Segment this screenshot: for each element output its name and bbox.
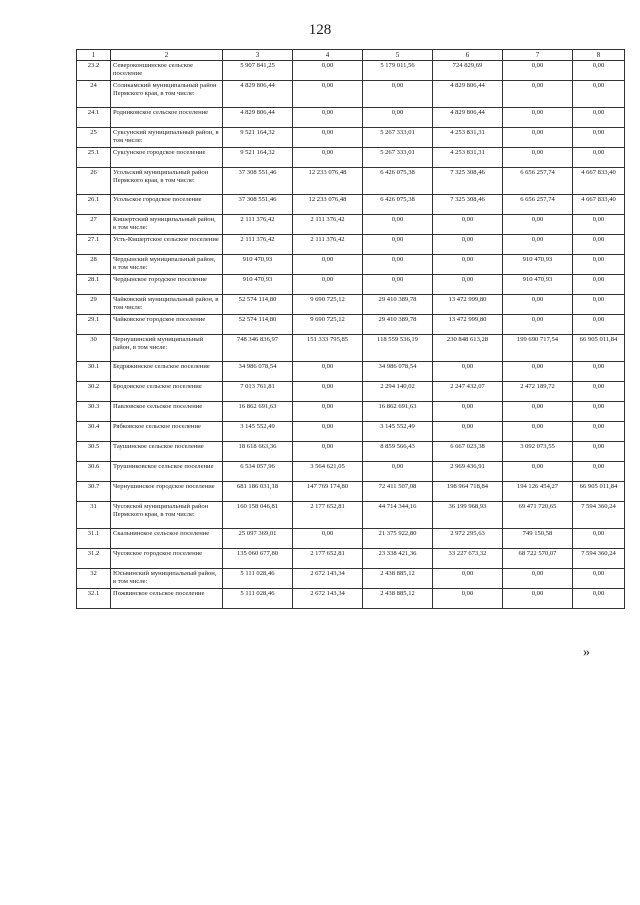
amount-cell: 12 233 076,48 <box>293 168 363 195</box>
amount-cell: 4 829 806,44 <box>433 81 503 108</box>
amount-cell: 0,00 <box>503 81 573 108</box>
amount-cell: 7 325 308,46 <box>433 168 503 195</box>
amount-cell: 5 267 333,01 <box>363 148 433 168</box>
amount-cell: 0,00 <box>503 315 573 335</box>
territory-name-cell: Североконшинское сельское поселение <box>111 61 223 81</box>
column-header: 2 <box>111 50 223 61</box>
table-row <box>77 549 625 569</box>
table-row <box>77 382 625 402</box>
amount-cell: 3 145 552,49 <box>363 422 433 442</box>
row-number-cell: 23.2 <box>77 61 111 81</box>
amount-cell: 12 233 076,48 <box>293 195 363 215</box>
amount-cell: 0,00 <box>293 61 363 81</box>
amount-cell: 0,00 <box>573 422 625 442</box>
table-row <box>77 255 625 275</box>
row-number-cell: 28 <box>77 255 111 275</box>
table-row <box>77 589 625 609</box>
amount-cell: 0,00 <box>363 81 433 108</box>
table-row <box>77 315 625 335</box>
table-row <box>77 235 625 255</box>
amount-cell: 0,00 <box>503 128 573 148</box>
amount-cell: 0,00 <box>573 569 625 589</box>
amount-cell: 0,00 <box>503 215 573 235</box>
row-number-cell: 30.1 <box>77 362 111 382</box>
amount-cell: 0,00 <box>573 275 625 295</box>
amount-cell: 910 470,93 <box>503 255 573 275</box>
row-number-cell: 25.1 <box>77 148 111 168</box>
row-number-cell: 30.6 <box>77 462 111 482</box>
amount-cell: 6 656 257,74 <box>503 168 573 195</box>
row-number-cell: 30.4 <box>77 422 111 442</box>
amount-cell: 16 862 691,63 <box>363 402 433 422</box>
row-number-cell: 26 <box>77 168 111 195</box>
amount-cell: 198 964 718,84 <box>433 482 503 502</box>
amount-cell: 0,00 <box>433 422 503 442</box>
amount-cell: 0,00 <box>573 442 625 462</box>
territory-name-cell: Усольское городское поселение <box>111 195 223 215</box>
amount-cell: 9 690 725,12 <box>293 315 363 335</box>
amount-cell: 3 564 621,05 <box>293 462 363 482</box>
row-number-cell: 29.1 <box>77 315 111 335</box>
column-header: 7 <box>503 50 573 61</box>
row-number-cell: 31.1 <box>77 529 111 549</box>
amount-cell: 2 294 140,02 <box>363 382 433 402</box>
amount-cell: 194 126 454,27 <box>503 482 573 502</box>
amount-cell: 0,00 <box>363 275 433 295</box>
amount-cell: 0,00 <box>433 275 503 295</box>
amount-cell: 7 594 360,24 <box>573 502 625 529</box>
amount-cell: 0,00 <box>573 402 625 422</box>
table-row <box>77 168 625 195</box>
total-amount-cell: 4 829 806,44 <box>223 81 293 108</box>
table-row <box>77 128 625 148</box>
row-number-cell: 28.1 <box>77 275 111 295</box>
column-header: 4 <box>293 50 363 61</box>
amount-cell: 0,00 <box>503 61 573 81</box>
row-number-cell: 24.1 <box>77 108 111 128</box>
territory-name-cell: Скальнинское сельское поселение <box>111 529 223 549</box>
amount-cell: 68 722 570,07 <box>503 549 573 569</box>
amount-cell: 0,00 <box>503 235 573 255</box>
amount-cell: 230 848 613,28 <box>433 335 503 362</box>
amount-cell: 4 829 806,44 <box>433 108 503 128</box>
row-number-cell: 30.2 <box>77 382 111 402</box>
amount-cell: 34 986 078,54 <box>363 362 433 382</box>
table-row <box>77 422 625 442</box>
amount-cell: 72 411 507,08 <box>363 482 433 502</box>
territory-name-cell: Таушинское сельское поселение <box>111 442 223 462</box>
table-row <box>77 482 625 502</box>
amount-cell: 0,00 <box>573 589 625 609</box>
table-row <box>77 215 625 235</box>
territory-name-cell: Чернушинский муниципальный район, в том числе: <box>111 335 223 362</box>
amount-cell: 199 690 717,54 <box>503 335 573 362</box>
column-header: 3 <box>223 50 293 61</box>
amount-cell: 0,00 <box>293 275 363 295</box>
amount-cell: 0,00 <box>503 362 573 382</box>
amount-cell: 8 859 566,43 <box>363 442 433 462</box>
amount-cell: 0,00 <box>293 529 363 549</box>
territory-name-cell: Чернушинское городское поселение <box>111 482 223 502</box>
table-row <box>77 335 625 362</box>
total-amount-cell: 25 097 369,01 <box>223 529 293 549</box>
total-amount-cell: 2 111 376,42 <box>223 235 293 255</box>
row-number-cell: 29 <box>77 295 111 315</box>
table-row <box>77 569 625 589</box>
table-row <box>77 295 625 315</box>
total-amount-cell: 5 111 028,46 <box>223 569 293 589</box>
row-number-cell: 24 <box>77 81 111 108</box>
amount-cell: 33 227 673,32 <box>433 549 503 569</box>
amount-cell: 0,00 <box>293 422 363 442</box>
territory-name-cell: Усть-Кишертское сельское поселение <box>111 235 223 255</box>
amount-cell: 0,00 <box>293 442 363 462</box>
amount-cell: 0,00 <box>573 61 625 81</box>
row-number-cell: 32 <box>77 569 111 589</box>
total-amount-cell: 160 158 046,81 <box>223 502 293 529</box>
territory-name-cell: Суксунский муниципальный район, в том числе: <box>111 128 223 148</box>
amount-cell: 0,00 <box>293 128 363 148</box>
amount-cell: 2 672 143,34 <box>293 589 363 609</box>
total-amount-cell: 52 574 114,80 <box>223 295 293 315</box>
amount-cell: 724 829,69 <box>433 61 503 81</box>
table-row <box>77 195 625 215</box>
total-amount-cell: 681 186 031,18 <box>223 482 293 502</box>
amount-cell: 0,00 <box>433 235 503 255</box>
amount-cell: 0,00 <box>573 148 625 168</box>
total-amount-cell: 9 521 164,32 <box>223 128 293 148</box>
amount-cell: 0,00 <box>573 315 625 335</box>
amount-cell: 4 667 833,40 <box>573 168 625 195</box>
amount-cell: 0,00 <box>573 108 625 128</box>
row-number-cell: 32.1 <box>77 589 111 609</box>
amount-cell: 0,00 <box>503 422 573 442</box>
total-amount-cell: 748 346 836,97 <box>223 335 293 362</box>
table-row <box>77 108 625 128</box>
column-header: 6 <box>433 50 503 61</box>
amount-cell: 2 438 885,12 <box>363 569 433 589</box>
territory-name-cell: Чусовской муниципальный район Пермского края, в том числе: <box>111 502 223 529</box>
table-row <box>77 502 625 529</box>
row-number-cell: 30.3 <box>77 402 111 422</box>
territory-name-cell: Павловское сельское поселение <box>111 402 223 422</box>
amount-cell: 0,00 <box>363 108 433 128</box>
amount-cell: 13 472 999,80 <box>433 295 503 315</box>
row-number-cell: 27 <box>77 215 111 235</box>
total-amount-cell: 9 521 164,32 <box>223 148 293 168</box>
amount-cell: 6 667 023,38 <box>433 442 503 462</box>
territory-name-cell: Усольский муниципальный район Пермского края, в том числе: <box>111 168 223 195</box>
total-amount-cell: 135 060 677,80 <box>223 549 293 569</box>
amount-cell: 0,00 <box>293 362 363 382</box>
amount-cell: 6 426 075,38 <box>363 195 433 215</box>
territory-name-cell: Кишертский муниципальный район, в том числе: <box>111 215 223 235</box>
amount-cell: 0,00 <box>573 255 625 275</box>
amount-cell: 0,00 <box>573 81 625 108</box>
amount-cell: 29 410 389,78 <box>363 295 433 315</box>
row-number-cell: 31.2 <box>77 549 111 569</box>
amount-cell: 3 092 073,55 <box>503 442 573 462</box>
territory-name-cell: Юсьвинский муниципальный район, в том числе: <box>111 569 223 589</box>
amount-cell: 2 177 652,81 <box>293 502 363 529</box>
total-amount-cell: 910 470,93 <box>223 255 293 275</box>
amount-cell: 0,00 <box>363 215 433 235</box>
amount-cell: 0,00 <box>573 382 625 402</box>
amount-cell: 5 179 011,56 <box>363 61 433 81</box>
territory-name-cell: Трушниковское сельское поселение <box>111 462 223 482</box>
amount-cell: 0,00 <box>503 148 573 168</box>
amount-cell: 2 969 436,91 <box>433 462 503 482</box>
amount-cell: 4 253 831,31 <box>433 148 503 168</box>
table-row <box>77 462 625 482</box>
amount-cell: 0,00 <box>503 295 573 315</box>
territory-name-cell: Бродовское сельское поселение <box>111 382 223 402</box>
table-body <box>77 61 625 609</box>
amount-cell: 4 667 833,40 <box>573 195 625 215</box>
amount-cell: 0,00 <box>433 362 503 382</box>
territory-name-cell: Чайковский муниципальный район, в том числе: <box>111 295 223 315</box>
amount-cell: 749 150,58 <box>503 529 573 549</box>
amount-cell: 2 472 189,72 <box>503 382 573 402</box>
row-number-cell: 26.1 <box>77 195 111 215</box>
amount-cell: 0,00 <box>293 382 363 402</box>
total-amount-cell: 6 534 057,96 <box>223 462 293 482</box>
amount-cell: 0,00 <box>433 255 503 275</box>
territory-name-cell: Чердынский муниципальный район, в том числе: <box>111 255 223 275</box>
column-header: 5 <box>363 50 433 61</box>
row-number-cell: 27.1 <box>77 235 111 255</box>
amount-cell: 0,00 <box>573 462 625 482</box>
territory-name-cell: Бедряжинское сельское поселение <box>111 362 223 382</box>
amount-cell: 0,00 <box>573 128 625 148</box>
table-row <box>77 81 625 108</box>
table-row <box>77 402 625 422</box>
amount-cell: 0,00 <box>503 462 573 482</box>
territory-name-cell: Пожвинское сельское поселение <box>111 589 223 609</box>
amount-cell: 2 438 885,12 <box>363 589 433 609</box>
table-row <box>77 148 625 168</box>
table-row <box>77 61 625 81</box>
amount-cell: 0,00 <box>363 235 433 255</box>
total-amount-cell: 4 829 806,44 <box>223 108 293 128</box>
amount-cell: 6 426 075,38 <box>363 168 433 195</box>
amount-cell: 66 905 011,84 <box>573 335 625 362</box>
amount-cell: 21 375 922,80 <box>363 529 433 549</box>
territory-name-cell: Чайковское городское поселение <box>111 315 223 335</box>
territory-name-cell: Чердынское городское поселение <box>111 275 223 295</box>
total-amount-cell: 2 111 376,42 <box>223 215 293 235</box>
amount-cell: 0,00 <box>433 589 503 609</box>
amount-cell: 118 559 536,19 <box>363 335 433 362</box>
column-header: 8 <box>573 50 625 61</box>
total-amount-cell: 37 308 551,46 <box>223 195 293 215</box>
amount-cell: 7 594 360,24 <box>573 549 625 569</box>
row-number-cell: 30.7 <box>77 482 111 502</box>
row-number-cell: 30 <box>77 335 111 362</box>
total-amount-cell: 5 111 028,46 <box>223 589 293 609</box>
amount-cell: 0,00 <box>293 402 363 422</box>
amount-cell: 7 325 308,46 <box>433 195 503 215</box>
amount-cell: 0,00 <box>573 215 625 235</box>
table-header-row <box>77 50 625 61</box>
amount-cell: 69 471 720,65 <box>503 502 573 529</box>
amount-cell: 910 470,93 <box>503 275 573 295</box>
amount-cell: 66 905 011,84 <box>573 482 625 502</box>
amount-cell: 0,00 <box>363 255 433 275</box>
amount-cell: 0,00 <box>293 148 363 168</box>
amount-cell: 5 267 333,01 <box>363 128 433 148</box>
total-amount-cell: 16 862 691,63 <box>223 402 293 422</box>
budget-table <box>76 49 625 609</box>
amount-cell: 4 253 831,31 <box>433 128 503 148</box>
amount-cell: 0,00 <box>503 589 573 609</box>
row-number-cell: 30.5 <box>77 442 111 462</box>
amount-cell: 0,00 <box>573 235 625 255</box>
territory-name-cell: Соликамский муниципальный район Пермского края, в том числе: <box>111 81 223 108</box>
amount-cell: 2 111 376,42 <box>293 235 363 255</box>
total-amount-cell: 34 986 078,54 <box>223 362 293 382</box>
row-number-cell: 31 <box>77 502 111 529</box>
amount-cell: 2 177 652,81 <box>293 549 363 569</box>
amount-cell: 0,00 <box>503 108 573 128</box>
page-number: 128 <box>308 22 332 38</box>
territory-name-cell: Рябковское сельское поселение <box>111 422 223 442</box>
amount-cell: 147 769 174,80 <box>293 482 363 502</box>
amount-cell: 0,00 <box>503 402 573 422</box>
amount-cell: 2 247 432,07 <box>433 382 503 402</box>
amount-cell: 9 690 725,12 <box>293 295 363 315</box>
total-amount-cell: 18 618 663,36 <box>223 442 293 462</box>
amount-cell: 0,00 <box>573 362 625 382</box>
amount-cell: 0,00 <box>293 108 363 128</box>
total-amount-cell: 37 308 551,46 <box>223 168 293 195</box>
amount-cell: 36 199 968,93 <box>433 502 503 529</box>
territory-name-cell: Родниковское сельское поселение <box>111 108 223 128</box>
amount-cell: 13 472 999,80 <box>433 315 503 335</box>
total-amount-cell: 52 574 114,80 <box>223 315 293 335</box>
total-amount-cell: 3 145 552,49 <box>223 422 293 442</box>
amount-cell: 0,00 <box>573 529 625 549</box>
amount-cell: 0,00 <box>433 402 503 422</box>
amount-cell: 0,00 <box>363 462 433 482</box>
continuation-mark: » <box>583 645 590 660</box>
amount-cell: 23 338 421,36 <box>363 549 433 569</box>
table-row <box>77 275 625 295</box>
amount-cell: 44 714 344,16 <box>363 502 433 529</box>
amount-cell: 0,00 <box>433 215 503 235</box>
row-number-cell: 25 <box>77 128 111 148</box>
table-row <box>77 362 625 382</box>
total-amount-cell: 7 013 761,81 <box>223 382 293 402</box>
amount-cell: 0,00 <box>573 295 625 315</box>
amount-cell: 0,00 <box>433 569 503 589</box>
amount-cell: 2 972 295,63 <box>433 529 503 549</box>
amount-cell: 2 111 376,42 <box>293 215 363 235</box>
amount-cell: 0,00 <box>293 255 363 275</box>
amount-cell: 0,00 <box>503 569 573 589</box>
total-amount-cell: 5 907 841,25 <box>223 61 293 81</box>
territory-name-cell: Суксунское городское поселение <box>111 148 223 168</box>
territory-name-cell: Чусовское городское поселение <box>111 549 223 569</box>
column-header: 1 <box>77 50 111 61</box>
table-row <box>77 529 625 549</box>
amount-cell: 6 656 257,74 <box>503 195 573 215</box>
total-amount-cell: 910 470,93 <box>223 275 293 295</box>
amount-cell: 29 410 389,78 <box>363 315 433 335</box>
amount-cell: 0,00 <box>293 81 363 108</box>
table-row <box>77 442 625 462</box>
amount-cell: 2 672 143,34 <box>293 569 363 589</box>
amount-cell: 151 333 795,85 <box>293 335 363 362</box>
